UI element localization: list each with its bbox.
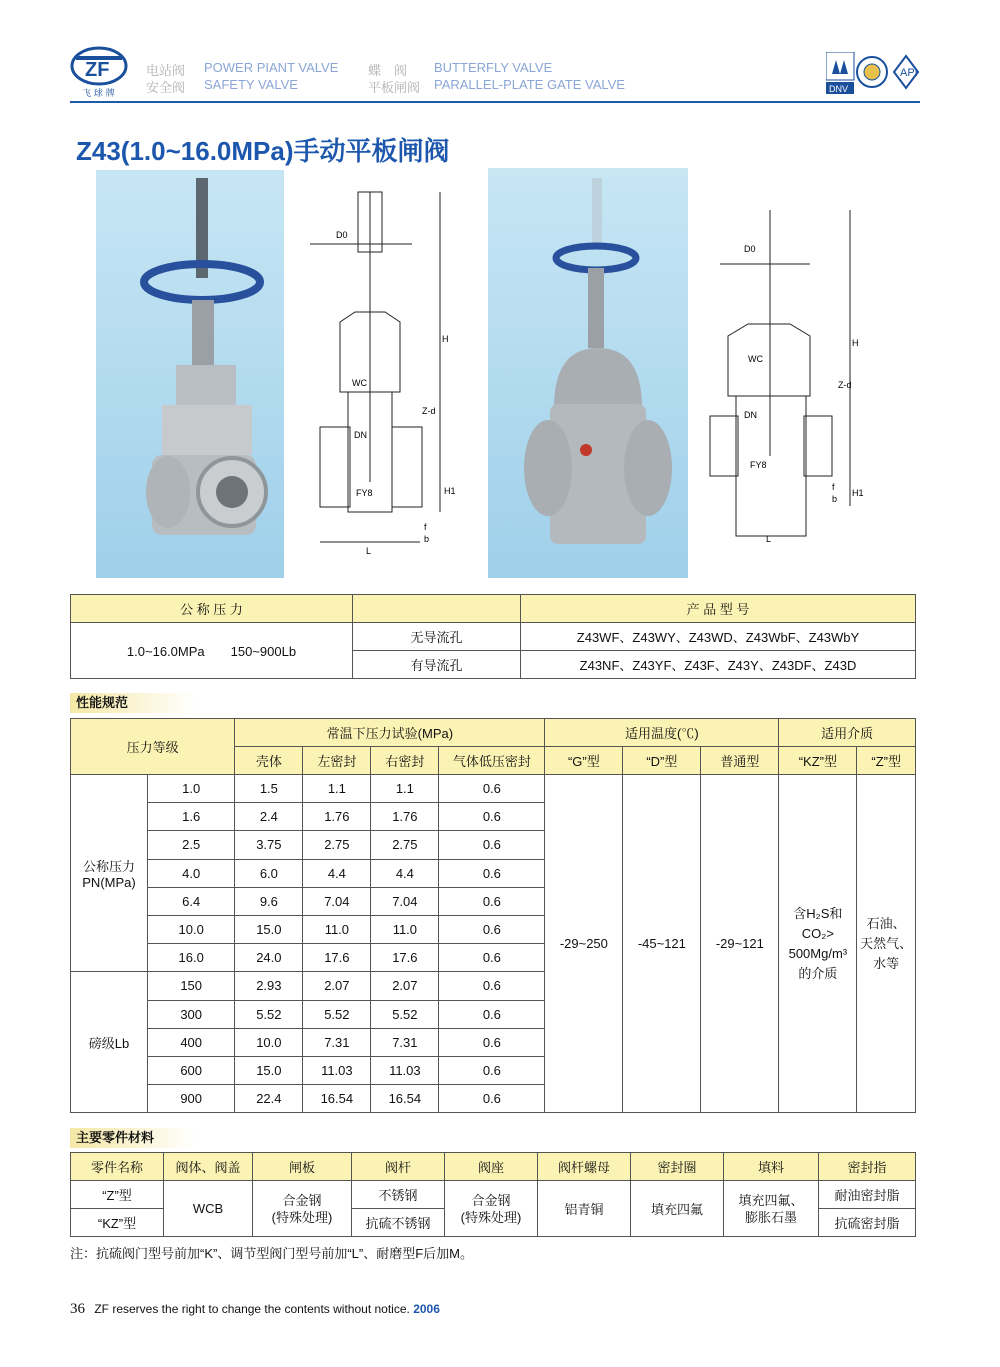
category-en-1: POWER PIANT VALVE (204, 60, 339, 75)
perf-class-value: 4.0 (148, 859, 235, 887)
svg-text:ZF: ZF (85, 59, 110, 81)
drawing2-h1-label: H1 (852, 488, 864, 498)
perf-test-value: 0.6 (439, 915, 545, 943)
perf-test-value: 11.0 (371, 915, 439, 943)
perf-test-value: 0.6 (439, 887, 545, 915)
perf-sub-header: “G”型 (545, 747, 623, 775)
perf-group-pn: 公称压力 PN(MPa) (71, 775, 148, 972)
model-type-header: 产 品 型 号 (521, 595, 916, 623)
material-grease: 耐油密封脂 (819, 1181, 916, 1209)
perf-class-value: 1.0 (148, 775, 235, 803)
perf-class-value: 400 (148, 1028, 235, 1056)
model-row-models: Z43WF、Z43WY、Z43WD、Z43WbF、Z43WbY (521, 623, 916, 651)
perf-class-value: 2.5 (148, 831, 235, 859)
drawing2-l-label: L (766, 534, 772, 544)
valve-photo-1 (96, 170, 284, 578)
drawing2-dn-label: DN (744, 410, 757, 420)
material-seat: 合金钢 (特殊处理) (445, 1181, 538, 1237)
drawing1-fy8-label: FY8 (356, 488, 373, 498)
material-header: 零件名称 (71, 1153, 164, 1181)
perf-test-value: 2.75 (371, 831, 439, 859)
page-title: Z43(1.0~16.0MPa)手动平板闸阀 (76, 136, 450, 166)
perf-test-value: 11.0 (303, 915, 371, 943)
perf-test-value: 1.1 (371, 775, 439, 803)
perf-class-value: 150 (148, 972, 235, 1000)
valve-drawing-2 (700, 206, 875, 546)
material-stem: 不锈钢 (352, 1181, 445, 1209)
perf-test-value: 0.6 (439, 803, 545, 831)
perf-test-value: 10.0 (235, 1028, 303, 1056)
perf-test-value: 7.31 (371, 1028, 439, 1056)
drawing1-b-label: b (424, 534, 430, 544)
material-packing: 填充四氟、 膨胀石墨 (724, 1181, 819, 1237)
category-zh-1: 电站阀 (146, 63, 186, 78)
perf-class-value: 16.0 (148, 944, 235, 972)
model-pressure-value: 1.0~16.0MPa 150~900Lb (71, 623, 353, 679)
svg-text:API: API (900, 67, 918, 79)
model-row-type: 无导流孔 (353, 623, 521, 651)
perf-test-value: 0.6 (439, 1085, 545, 1113)
perf-test-value: 0.6 (439, 1000, 545, 1028)
perf-test-value: 1.1 (303, 775, 371, 803)
model-row-type: 有导流孔 (353, 651, 521, 679)
perf-test-value: 15.0 (235, 915, 303, 943)
perf-class-value: 10.0 (148, 915, 235, 943)
footer-disclaimer: ZF reserves the right to change the contents without notice. (94, 1302, 410, 1316)
page-number: 36 (70, 1301, 85, 1317)
material-seal-ring: 填充四氟 (631, 1181, 724, 1237)
drawing1-dn-label: DN (354, 430, 367, 440)
material-gate: 合金钢 (特殊处理) (253, 1181, 352, 1237)
perf-temp-normal: -29~121 (701, 775, 779, 1113)
perf-test-value: 0.6 (439, 972, 545, 1000)
perf-row (71, 775, 916, 803)
drawing2-h-label: H (852, 338, 859, 348)
perf-sub-header: “Z”型 (857, 747, 916, 775)
material-row-label: “KZ”型 (71, 1209, 164, 1237)
material-row-label: “Z”型 (71, 1181, 164, 1209)
perf-sub-header: 左密封 (303, 747, 371, 775)
category-zh-2: 安全阀 (146, 80, 186, 95)
drawing2-wc-label: WC (748, 354, 763, 364)
drawing1-wc-label: WC (352, 378, 367, 388)
category-en-4: PARALLEL-PLATE GATE VALVE (434, 77, 625, 92)
perf-temp-header: 适用温度(℃) (545, 719, 779, 747)
perf-test-value: 24.0 (235, 944, 303, 972)
perf-sub-header: 气体低压密封 (439, 747, 545, 775)
perf-test-value: 5.52 (235, 1000, 303, 1028)
perf-test-value: 17.6 (303, 944, 371, 972)
material-header: 阀杆 (352, 1153, 445, 1181)
materials-table (70, 1152, 916, 1237)
material-stem: 抗硫不锈钢 (352, 1209, 445, 1237)
perf-test-value: 11.03 (371, 1056, 439, 1084)
perf-test-value: 1.76 (371, 803, 439, 831)
material-grease: 抗硫密封脂 (819, 1209, 916, 1237)
drawing1-zd-label: Z-d (422, 406, 436, 416)
perf-test-value: 17.6 (371, 944, 439, 972)
category-en-2: SAFETY VALVE (204, 77, 298, 92)
perf-class-value: 600 (148, 1056, 235, 1084)
page-footer (70, 1301, 440, 1318)
materials-section-title: 主要零件材料 (70, 1128, 196, 1148)
material-body: WCB (164, 1181, 253, 1237)
valve-drawing-1 (300, 182, 470, 568)
perf-test-value: 2.07 (303, 972, 371, 1000)
category-zh-4: 平板闸阀 (368, 80, 421, 95)
perf-test-value: 0.6 (439, 1028, 545, 1056)
perf-class-header: 压力等级 (71, 719, 235, 775)
perf-sub-header: 右密封 (371, 747, 439, 775)
performance-table (70, 718, 916, 1113)
perf-test-value: 16.54 (371, 1085, 439, 1113)
perf-sub-header: “D”型 (623, 747, 701, 775)
perf-test-value: 1.76 (303, 803, 371, 831)
drawing1-d0-label: D0 (336, 230, 348, 240)
perf-test-value: 0.6 (439, 1056, 545, 1084)
perf-test-value: 1.5 (235, 775, 303, 803)
perf-test-value: 0.6 (439, 775, 545, 803)
page-header (0, 0, 1000, 110)
perf-sub-header: 壳体 (235, 747, 303, 775)
footnote: 注：抗硫阀门型号前加“K”、调节型阀门型号前加“L”、耐磨型F后加M。 (70, 1246, 473, 1261)
perf-test-value: 6.0 (235, 859, 303, 887)
material-header: 阀杆螺母 (538, 1153, 631, 1181)
logo-caption: 飞 球 牌 (82, 89, 115, 99)
model-pressure-header: 公 称 压 力 (71, 595, 353, 623)
perf-test-value: 16.54 (303, 1085, 371, 1113)
drawing1-h1-label: H1 (444, 486, 456, 496)
material-stem-nut: 铝青铜 (538, 1181, 631, 1237)
material-header: 填料 (724, 1153, 819, 1181)
perf-test-value: 2.4 (235, 803, 303, 831)
material-header: 密封指 (819, 1153, 916, 1181)
perf-class-value: 6.4 (148, 887, 235, 915)
company-logo-icon (70, 44, 128, 92)
drawing2-zd-label: Z-d (838, 380, 852, 390)
perf-test-value: 0.6 (439, 859, 545, 887)
perf-test-value: 15.0 (235, 1056, 303, 1084)
drawing2-b-label: b (832, 494, 838, 504)
perf-test-value: 2.07 (371, 972, 439, 1000)
perf-sub-header: “KZ”型 (779, 747, 857, 775)
material-header: 密封圈 (631, 1153, 724, 1181)
drawing2-d0-label: D0 (744, 244, 756, 254)
perf-sub-header: 普通型 (701, 747, 779, 775)
category-zh-3: 蝶 阀 (368, 63, 408, 78)
valve-photo-2 (488, 168, 688, 578)
model-table (70, 594, 916, 679)
perf-group-lb: 磅级Lb (71, 972, 148, 1113)
material-header: 闸板 (253, 1153, 352, 1181)
footer-year: 2006 (413, 1302, 440, 1316)
perf-test-value: 2.93 (235, 972, 303, 1000)
perf-temp-d: -45~121 (623, 775, 701, 1113)
drawing2-f-label: f (832, 482, 835, 492)
perf-test-value: 0.6 (439, 944, 545, 972)
perf-class-value: 300 (148, 1000, 235, 1028)
dnv-label: DNV (829, 84, 849, 94)
material-header: 阀体、阀盖 (164, 1153, 253, 1181)
perf-test-value: 4.4 (371, 859, 439, 887)
perf-test-value: 3.75 (235, 831, 303, 859)
certification-logos-icon (826, 52, 922, 96)
perf-section-title: 性能规范 (70, 693, 196, 713)
perf-medium-header: 适用介质 (779, 719, 916, 747)
perf-test-header: 常温下压力试验(MPa) (235, 719, 545, 747)
perf-test-value: 0.6 (439, 831, 545, 859)
drawing1-h-label: H (442, 334, 449, 344)
perf-class-value: 1.6 (148, 803, 235, 831)
model-row-models: Z43NF、Z43YF、Z43F、Z43Y、Z43DF、Z43D (521, 651, 916, 679)
perf-temp-g: -29~250 (545, 775, 623, 1113)
perf-test-value: 22.4 (235, 1085, 303, 1113)
drawing1-l-label: L (366, 546, 372, 556)
material-header: 阀座 (445, 1153, 538, 1181)
drawing2-fy8-label: FY8 (750, 460, 767, 470)
perf-medium-z: 石油、 天然气、 水等 (857, 775, 916, 1113)
perf-test-value: 5.52 (303, 1000, 371, 1028)
perf-test-value: 11.03 (303, 1056, 371, 1084)
perf-class-value: 900 (148, 1085, 235, 1113)
perf-medium-kz: 含H₂S和 CO₂> 500Mg/m³ 的介质 (779, 775, 857, 1113)
perf-test-value: 5.52 (371, 1000, 439, 1028)
header-divider (70, 101, 920, 103)
perf-test-value: 2.75 (303, 831, 371, 859)
perf-test-value: 7.04 (303, 887, 371, 915)
perf-test-value: 9.6 (235, 887, 303, 915)
perf-test-value: 4.4 (303, 859, 371, 887)
model-empty-header (353, 595, 521, 623)
perf-test-value: 7.31 (303, 1028, 371, 1056)
drawing1-f-label: f (424, 522, 427, 532)
category-en-3: BUTTERFLY VALVE (434, 60, 553, 75)
perf-test-value: 7.04 (371, 887, 439, 915)
